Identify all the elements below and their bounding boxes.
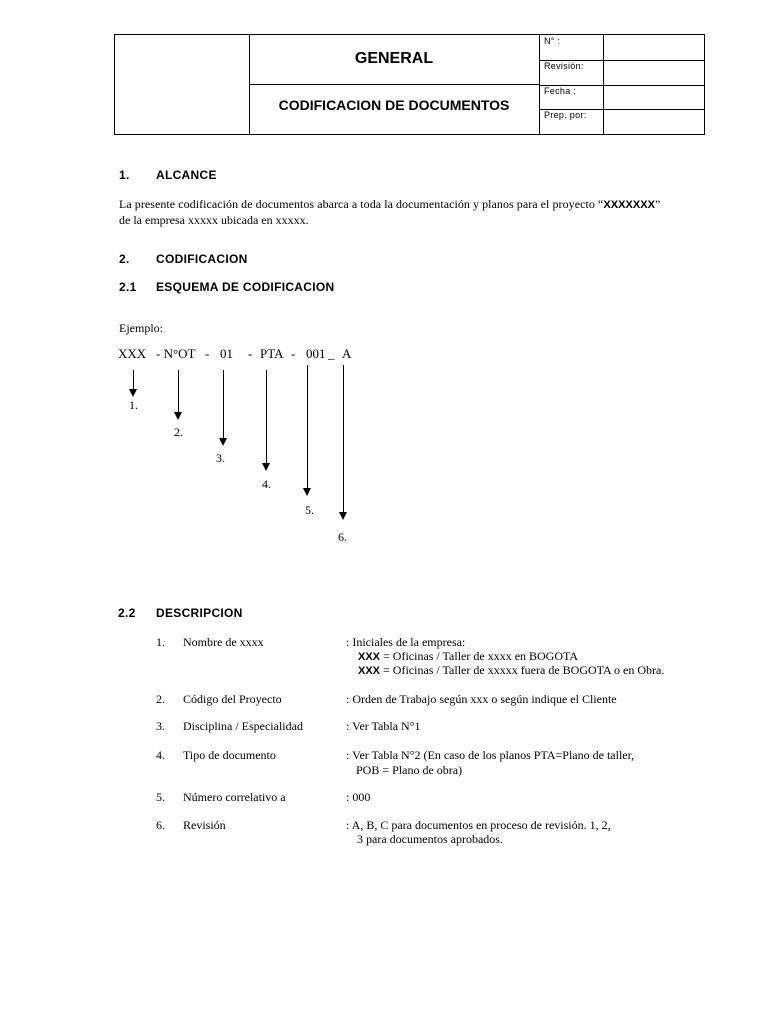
item-1-desc: : Iniciales de la empresa: <box>346 635 466 649</box>
item-5-desc: : 000 <box>346 790 371 804</box>
code-part-3: 01 <box>220 346 233 361</box>
arrow-6-label: 6. <box>338 530 347 544</box>
arrow-4-head <box>262 463 270 471</box>
arrow-6-line <box>343 365 344 513</box>
text-span: = Oficinas / Taller de xxxx en BOGOTA <box>380 649 579 663</box>
item-6-desc: : A, B, C para documentos en proceso de revisión. 1, 2, <box>346 818 611 832</box>
arrow-3-label: 3. <box>216 451 225 465</box>
arrow-4-label: 4. <box>262 477 271 491</box>
section-1-number: 1. <box>119 168 130 182</box>
document-title: CODIFICACION DE DOCUMENTOS <box>278 97 510 113</box>
section-2-2-title: DESCRIPCION <box>156 606 243 620</box>
document-category-title: GENERAL <box>354 50 434 67</box>
section-1-title: ALCANCE <box>156 168 217 182</box>
item-5-number: 5. <box>156 790 165 804</box>
code-abbrev: XXX <box>358 651 381 663</box>
arrow-2-label: 2. <box>174 425 183 439</box>
revision-label: Revisión: <box>544 61 584 71</box>
code-separator: - <box>248 346 253 361</box>
arrow-6-head <box>339 512 347 520</box>
code-part-4: PTA <box>260 346 284 361</box>
item-2-desc: : Orden de Trabajo según xxx o según indique el Cliente <box>346 692 617 706</box>
item-1-number: 1. <box>156 635 165 649</box>
arrow-2-line <box>178 370 179 413</box>
code-separator: - <box>291 346 296 361</box>
item-2-label: Código del Proyecto <box>183 692 282 706</box>
code-separator: _ <box>328 346 335 361</box>
arrow-5-label: 5. <box>305 503 314 517</box>
code-part-2: - N°OT <box>156 346 196 361</box>
item-4-number: 4. <box>156 748 165 762</box>
item-6-number: 6. <box>156 818 165 832</box>
item-1-sub-1 <box>358 649 578 664</box>
prepared-by-label: Prep. por: <box>544 110 587 120</box>
item-1-label: Nombre de xxxx <box>183 635 264 649</box>
arrow-3-head <box>219 438 227 446</box>
arrow-1-label: 1. <box>129 398 138 412</box>
example-label: Ejemplo: <box>119 321 163 335</box>
section-2-title: CODIFICACION <box>156 252 248 266</box>
header-table <box>114 34 705 135</box>
date-label: Fecha : <box>544 86 577 96</box>
item-3-desc: : Ver Tabla N°1 <box>346 719 421 733</box>
section-2-number: 2. <box>119 252 130 266</box>
item-4-desc-cont: POB = Plano de obra) <box>356 763 463 777</box>
divider <box>249 84 539 85</box>
number-label: N° : <box>544 36 561 46</box>
section-2-2-number: 2.2 <box>118 606 136 620</box>
arrow-2-head <box>174 412 182 420</box>
arrow-1-head <box>129 389 137 397</box>
section-1-text-line-1 <box>119 197 709 212</box>
code-part-5: 001 <box>306 346 326 361</box>
code-part-1: XXX <box>118 346 147 361</box>
code-part-6: A <box>342 346 352 361</box>
section-2-1-title: ESQUEMA DE CODIFICACION <box>156 280 335 294</box>
arrow-3-line <box>223 370 224 439</box>
arrow-5-head <box>303 488 311 496</box>
item-2-number: 2. <box>156 692 165 706</box>
item-3-number: 3. <box>156 719 165 733</box>
code-abbrev: XXX <box>358 665 381 677</box>
item-3-label: Disciplina / Especialidad <box>183 719 303 733</box>
item-6-desc-cont: 3 para documentos aprobados. <box>357 832 503 846</box>
text-span: La presente codificación de documentos abarca a toda la documentación y planos para el proyecto “ <box>119 197 604 211</box>
code-separator: - <box>205 346 210 361</box>
section-2-1-number: 2.1 <box>119 280 137 294</box>
section-1-text-line-2: de la empresa xxxxx ubicada en xxxxx. <box>119 213 309 227</box>
text-span: ” <box>655 197 661 211</box>
item-4-label: Tipo de documento <box>183 748 276 762</box>
item-1-sub-2 <box>358 663 664 678</box>
item-4-desc: : Ver Tabla N°2 (En caso de los planos PTA=Plano de taller, <box>346 748 635 762</box>
item-6-label: Revisión <box>183 818 226 832</box>
arrow-4-line <box>266 370 267 464</box>
text-span: = Oficinas / Taller de xxxxx fuera de BOGOTA o en Obra. <box>380 663 665 677</box>
project-code: XXXXXXX <box>603 199 656 211</box>
arrow-5-line <box>307 365 308 489</box>
item-5-label: Número correlativo a <box>183 790 286 804</box>
arrow-1-line <box>133 370 134 389</box>
